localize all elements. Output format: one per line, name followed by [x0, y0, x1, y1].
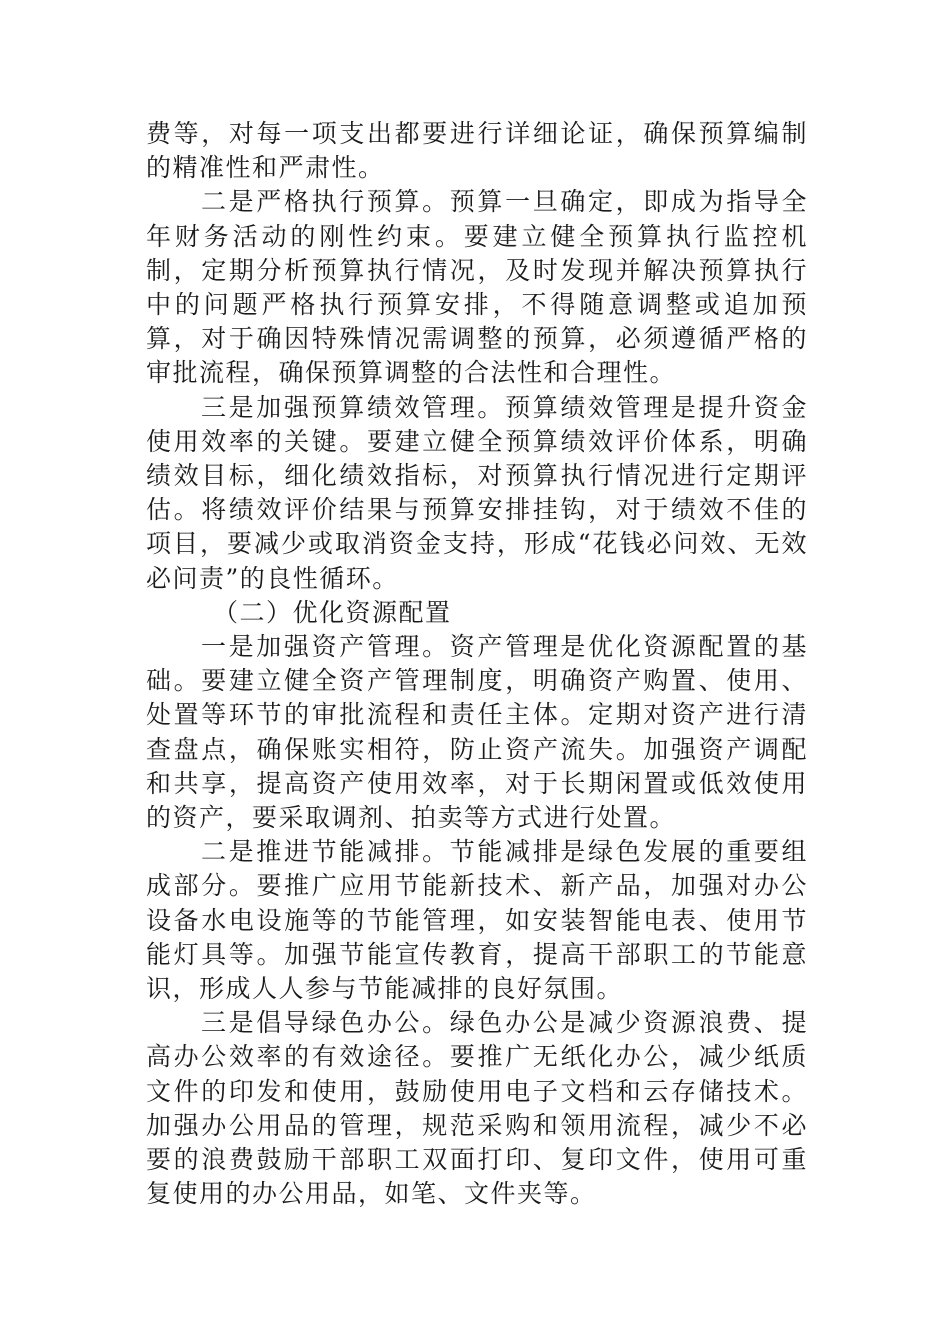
paragraph-strict-budget-execution: 二是严格执行预算。预算一旦确定，即成为指导全年财务活动的刚性约束。要建立健全预算执行监控机制，定期分析预算执行情况，及时发现并解决预算执行中的问题严格执行预算安排，不得随意调整或追加预算，对于确因特殊情况需调整的预算，必须遵循严格的审批流程，确保预算调整的合法性和合理性。: [146, 187, 808, 388]
paragraph-budget-performance: 三是加强预算绩效管理。预算绩效管理是提升资金使用效率的关键。要建立健全预算绩效评价体系，明确绩效目标，细化绩效指标，对预算执行情况进行定期评估。将绩效评价结果与预算安排挂钩，对于绩效不佳的项目，要减少或取消资金支持，形成“花钱必问效、无效必问责”的良性循环。: [146, 392, 808, 593]
paragraph-energy-saving: 二是推进节能减排。节能减排是绿色发展的重要组成部分。要推广应用节能新技术、新产品，加强对办公设备水电设施等的节能管理，如安装智能电表、使用节能灯具等。加强节能宣传教育，提高干部职工的节能意识，形成人人参与节能减排的良好氛围。: [146, 837, 808, 1004]
document-body: [146, 117, 808, 1212]
section-heading-resource-allocation: （二）优化资源配置: [213, 597, 452, 627]
paragraph-green-office: 三是倡导绿色办公。绿色办公是减少资源浪费、提高办公效率的有效途径。要推广无纸化办公，减少纸质文件的印发和使用，鼓励使用电子文档和云存储技术。加强办公用品的管理，规范采购和领用流程，减少不必要的浪费鼓励干部职工双面打印、复印文件，使用可重复使用的办公用品，如笔、文件夹等。: [146, 1008, 808, 1209]
paragraph-continuation: 费等，对每一项支出都要进行详细论证，确保预算编制的精准性和严肃性。: [146, 119, 808, 183]
paragraph-asset-management: 一是加强资产管理。资产管理是优化资源配置的基础。要建立健全资产管理制度，明确资产购置、使用、处置等环节的审批流程和责任主体。定期对资产进行清查盘点，确保账实相符，防止资产流失。加强资产调配和共享，提高资产使用效率，对于长期闲置或低效使用的资产，要采取调剂、拍卖等方式进行处置。: [146, 632, 808, 833]
